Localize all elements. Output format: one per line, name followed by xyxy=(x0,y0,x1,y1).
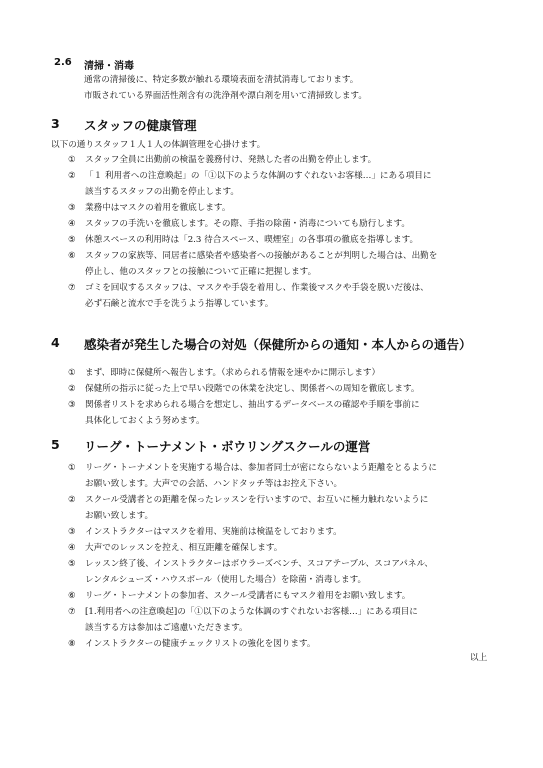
list-item: レッスン終了後、インストラクターはボウラーズベンチ、スコアテーブル、スコアパネル、 xyxy=(85,559,433,569)
list-marker: ⑥ xyxy=(68,251,76,261)
list-marker: ③ xyxy=(68,203,76,213)
list-marker: ⑤ xyxy=(68,559,76,569)
list-marker: ⑧ xyxy=(68,639,76,649)
list-item: 保健所の指示に従った上で早い段階での休業を決定し、関係者への周知を徹底します。 xyxy=(85,384,420,394)
list-item: スタッフの家族等、同居者に感染者や感染者への接触があることが判明した場合は、出勤を xyxy=(85,251,438,261)
section-4-title: 感染者が発生した場合の対処（保健所からの通知・本人からの通告） xyxy=(84,337,472,352)
list-marker: ① xyxy=(68,463,76,473)
list-marker: ④ xyxy=(68,543,76,553)
list-item: リーグ・トーナメントの参加者、スクール受講者にもマスク着用をお願い致します。 xyxy=(85,591,411,601)
list-item-continuation: 停止し、他のスタッフとの接触について正確に把握します。 xyxy=(85,267,317,277)
section-3-title: スタッフの健康管理 xyxy=(84,118,197,133)
section-3-number: 3 xyxy=(51,116,60,131)
list-item: 休憩スペースの利用時は「2.3 待合スペース、喫煙室」の各事項の徹底を指導します。 xyxy=(85,235,419,245)
list-item: ゴミを回収するスタッフは、マスクや手袋を着用し、作業後マスクや手袋を脱いだ後は、 xyxy=(85,283,429,293)
section-2-6-line: 市販されている界面活性剤含有の洗浄剤や漂白剤を用いて清掃致します。 xyxy=(84,91,367,101)
list-item: 大声でのレッスンを控え、相互距離を確保します。 xyxy=(85,543,283,553)
list-marker: ⑦ xyxy=(68,607,76,617)
list-marker: ② xyxy=(68,171,76,181)
list-item-continuation: 該当するスタッフの出勤を停止します。 xyxy=(85,187,240,197)
list-marker: ② xyxy=(68,384,76,394)
section-5-title: リーグ・トーナメント・ボウリングスクールの運営 xyxy=(84,439,371,454)
closing-remark: 以上 xyxy=(470,653,488,663)
list-item-continuation: 必ず石鹸と流水で手を洗うよう指導しています。 xyxy=(85,299,274,309)
list-marker: ② xyxy=(68,495,76,505)
section-4-number: 4 xyxy=(51,335,60,350)
list-marker: ⑦ xyxy=(68,283,76,293)
list-item: まず、即時に保健所へ報告します。（求められる情報を速やかに開示します） xyxy=(85,368,381,378)
section-5-number: 5 xyxy=(51,437,60,452)
list-marker: ③ xyxy=(68,527,76,537)
list-item: スタッフの手洗いを徹底します。その際、手指の除菌・消毒についても励行します。 xyxy=(85,219,411,229)
list-item: インストラクターの健康チェックリストの強化を図ります。 xyxy=(85,639,316,649)
list-item: 「１ 利用者への注意喚起」の「①以下のような体調のすぐれないお客様…」にある項目に xyxy=(85,171,432,181)
list-item: スタッフ全員に出勤前の検温を義務付け、発熱した者の出勤を停止します。 xyxy=(85,155,377,165)
list-item-continuation: レンタルシューズ・ハウスボール（使用した場合）を除菌・消毒します。 xyxy=(85,575,367,585)
section-2-6-line: 通常の清掃後に、特定多数が触れる環境表面を清拭消毒しております。 xyxy=(84,75,359,85)
section-2-6-title: 清掃・消毒 xyxy=(84,61,134,72)
list-marker: ⑤ xyxy=(68,235,76,245)
list-item: 関係者リストを求められる場合を想定し、抽出するデータベースの確認や手順を事前に xyxy=(85,400,420,410)
list-marker: ① xyxy=(68,155,76,165)
list-marker: ③ xyxy=(68,400,76,410)
list-item: リーグ・トーナメントを実施する場合は、参加者同士が密にならないよう距離をとるように xyxy=(85,463,438,473)
list-item-continuation: 該当する方は参加はご遠慮いただきます。 xyxy=(85,623,248,633)
list-item-continuation: お願い致します。 xyxy=(85,511,154,521)
list-marker: ⑥ xyxy=(68,591,76,601)
list-item: インストラクターはマスクを着用、実施前は検温をしております。 xyxy=(85,527,342,537)
list-marker: ④ xyxy=(68,219,76,229)
list-item-continuation: お願い致します。大声での会話、ハンドタッチ等はお控え下さい。 xyxy=(85,479,343,489)
section-3-intro: 以下の通りスタッフ１人１人の体調管理を心掛けます。 xyxy=(51,140,266,150)
list-item: スクール受講者との距離を保ったレッスンを行いますので、お互いに極力触れないように xyxy=(85,495,429,505)
list-marker: ① xyxy=(68,368,76,378)
section-2-6-number: 2.6 xyxy=(54,57,72,68)
list-item-continuation: 具体化しておくよう努めます。 xyxy=(85,416,205,426)
list-item: [1.利用者への注意喚起]の「①以下のような体調のすぐれないお客様…」にある項目に xyxy=(85,607,418,617)
list-item: 業務中はマスクの着用を徹底します。 xyxy=(85,203,231,213)
